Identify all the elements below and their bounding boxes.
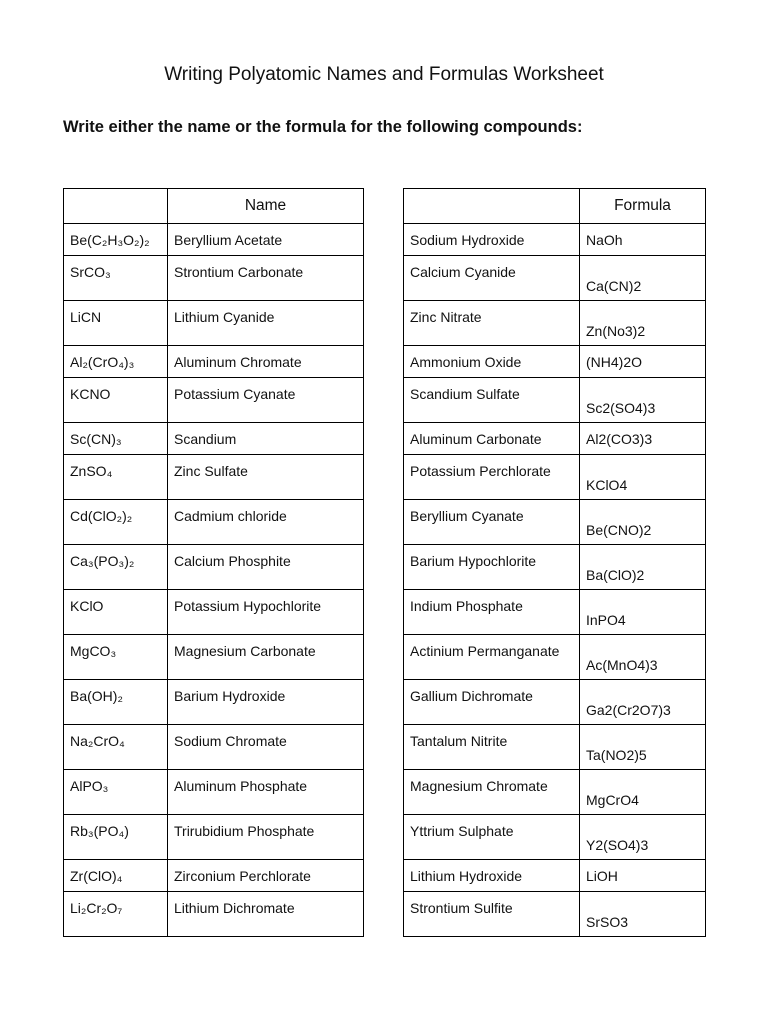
table-row bbox=[64, 860, 364, 892]
formula-cell: Li₂Cr₂O₇ bbox=[64, 892, 168, 937]
name-cell: Actinium Permanganate bbox=[404, 635, 580, 680]
name-cell: Barium Hydroxide bbox=[168, 680, 364, 725]
instructions: Write either the name or the formula for the following compounds: bbox=[63, 118, 583, 136]
formula-cell: Al2(CO3)3 bbox=[580, 423, 706, 455]
formula-cell: Ba(ClO)2 bbox=[580, 545, 706, 590]
formula-cell: Zn(No3)2 bbox=[580, 301, 706, 346]
table-row bbox=[64, 455, 364, 500]
header-row bbox=[64, 189, 364, 224]
formula-cell: KCNO bbox=[64, 378, 168, 423]
formula-cell: Rb₃(PO₄) bbox=[64, 815, 168, 860]
formula-cell: Cd(ClO₂)₂ bbox=[64, 500, 168, 545]
name-cell: Gallium Dichromate bbox=[404, 680, 580, 725]
formula-cell: Ca₃(PO₃)₂ bbox=[64, 545, 168, 590]
name-cell: Barium Hypochlorite bbox=[404, 545, 580, 590]
formula-cell: Y2(SO4)3 bbox=[580, 815, 706, 860]
name-cell: Sodium Chromate bbox=[168, 725, 364, 770]
formula-cell: Be(C₂H₃O₂)₂ bbox=[64, 224, 168, 256]
table-row bbox=[64, 256, 364, 301]
page-title: Writing Polyatomic Names and Formulas Worksheet bbox=[164, 64, 604, 85]
table-row bbox=[404, 815, 706, 860]
name-cell: Aluminum Chromate bbox=[168, 346, 364, 378]
name-cell: Zirconium Perchlorate bbox=[168, 860, 364, 892]
table-row bbox=[64, 545, 364, 590]
table-row bbox=[404, 860, 706, 892]
name-cell: Aluminum Phosphate bbox=[168, 770, 364, 815]
header-formula-cell bbox=[64, 189, 168, 224]
name-cell: Tantalum Nitrite bbox=[404, 725, 580, 770]
table-row bbox=[404, 346, 706, 378]
formula-cell: Sc(CN)₃ bbox=[64, 423, 168, 455]
name-cell: Magnesium Carbonate bbox=[168, 635, 364, 680]
name-cell: Yttrium Sulphate bbox=[404, 815, 580, 860]
name-cell: Aluminum Carbonate bbox=[404, 423, 580, 455]
formula-cell: Be(CNO)2 bbox=[580, 500, 706, 545]
name-cell: Calcium Phosphite bbox=[168, 545, 364, 590]
name-cell: Ammonium Oxide bbox=[404, 346, 580, 378]
table-row bbox=[64, 892, 364, 937]
formula-cell: NaOh bbox=[580, 224, 706, 256]
name-cell: Potassium Hypochlorite bbox=[168, 590, 364, 635]
table-row bbox=[64, 590, 364, 635]
name-cell: Sodium Hydroxide bbox=[404, 224, 580, 256]
formula-cell: KClO4 bbox=[580, 455, 706, 500]
table-row bbox=[64, 725, 364, 770]
table-row bbox=[64, 500, 364, 545]
formula-cell: Ac(MnO4)3 bbox=[580, 635, 706, 680]
formula-cell: Ca(CN)2 bbox=[580, 256, 706, 301]
formula-cell: MgCO₃ bbox=[64, 635, 168, 680]
name-cell: Lithium Hydroxide bbox=[404, 860, 580, 892]
formula-cell: Ga2(Cr2O7)3 bbox=[580, 680, 706, 725]
table-row bbox=[64, 346, 364, 378]
formula-cell: LiCN bbox=[64, 301, 168, 346]
table-row bbox=[64, 770, 364, 815]
table-row bbox=[404, 256, 706, 301]
formula-cell: ZnSO₄ bbox=[64, 455, 168, 500]
table-row bbox=[64, 301, 364, 346]
formula-cell: LiOH bbox=[580, 860, 706, 892]
name-cell: Scandium bbox=[168, 423, 364, 455]
formula-cell: Zr(ClO)₄ bbox=[64, 860, 168, 892]
name-cell: Indium Phosphate bbox=[404, 590, 580, 635]
table-row bbox=[64, 378, 364, 423]
name-table bbox=[63, 188, 364, 937]
name-cell: Calcium Cyanide bbox=[404, 256, 580, 301]
table-row bbox=[404, 770, 706, 815]
name-cell: Beryllium Cyanate bbox=[404, 500, 580, 545]
table-row bbox=[64, 423, 364, 455]
name-cell: Magnesium Chromate bbox=[404, 770, 580, 815]
table-row bbox=[404, 224, 706, 256]
table-row bbox=[404, 455, 706, 500]
name-cell: Beryllium Acetate bbox=[168, 224, 364, 256]
name-cell: Lithium Cyanide bbox=[168, 301, 364, 346]
formula-cell: (NH4)2O bbox=[580, 346, 706, 378]
table-row bbox=[404, 892, 706, 937]
formula-cell: Ba(OH)₂ bbox=[64, 680, 168, 725]
header-name-cell: Name bbox=[168, 189, 364, 224]
formula-cell: SrCO₃ bbox=[64, 256, 168, 301]
formula-cell: KClO bbox=[64, 590, 168, 635]
name-cell: Strontium Sulfite bbox=[404, 892, 580, 937]
formula-cell: AlPO₃ bbox=[64, 770, 168, 815]
header-name-cell bbox=[404, 189, 580, 224]
table-row bbox=[404, 680, 706, 725]
name-cell: Trirubidium Phosphate bbox=[168, 815, 364, 860]
formula-cell: InPO4 bbox=[580, 590, 706, 635]
formula-cell: MgCrO4 bbox=[580, 770, 706, 815]
table-row bbox=[64, 635, 364, 680]
formula-cell: Ta(NO2)5 bbox=[580, 725, 706, 770]
table-row bbox=[404, 590, 706, 635]
formula-cell: Al₂(CrO₄)₃ bbox=[64, 346, 168, 378]
name-cell: Lithium Dichromate bbox=[168, 892, 364, 937]
table-row bbox=[64, 224, 364, 256]
name-cell: Scandium Sulfate bbox=[404, 378, 580, 423]
name-cell: Potassium Cyanate bbox=[168, 378, 364, 423]
formula-cell: SrSO3 bbox=[580, 892, 706, 937]
table-row bbox=[404, 500, 706, 545]
header-formula-cell: Formula bbox=[580, 189, 706, 224]
header-row bbox=[404, 189, 706, 224]
table-row bbox=[404, 301, 706, 346]
name-cell: Cadmium chloride bbox=[168, 500, 364, 545]
name-cell: Strontium Carbonate bbox=[168, 256, 364, 301]
formula-cell: Sc2(SO4)3 bbox=[580, 378, 706, 423]
table-row bbox=[64, 680, 364, 725]
table-row bbox=[404, 545, 706, 590]
table-row bbox=[404, 423, 706, 455]
table-row bbox=[404, 725, 706, 770]
name-cell: Zinc Nitrate bbox=[404, 301, 580, 346]
table-row bbox=[64, 815, 364, 860]
name-cell: Potassium Perchlorate bbox=[404, 455, 580, 500]
name-cell: Zinc Sulfate bbox=[168, 455, 364, 500]
table-row bbox=[404, 635, 706, 680]
table-row bbox=[404, 378, 706, 423]
formula-cell: Na₂CrO₄ bbox=[64, 725, 168, 770]
formula-table bbox=[403, 188, 706, 937]
